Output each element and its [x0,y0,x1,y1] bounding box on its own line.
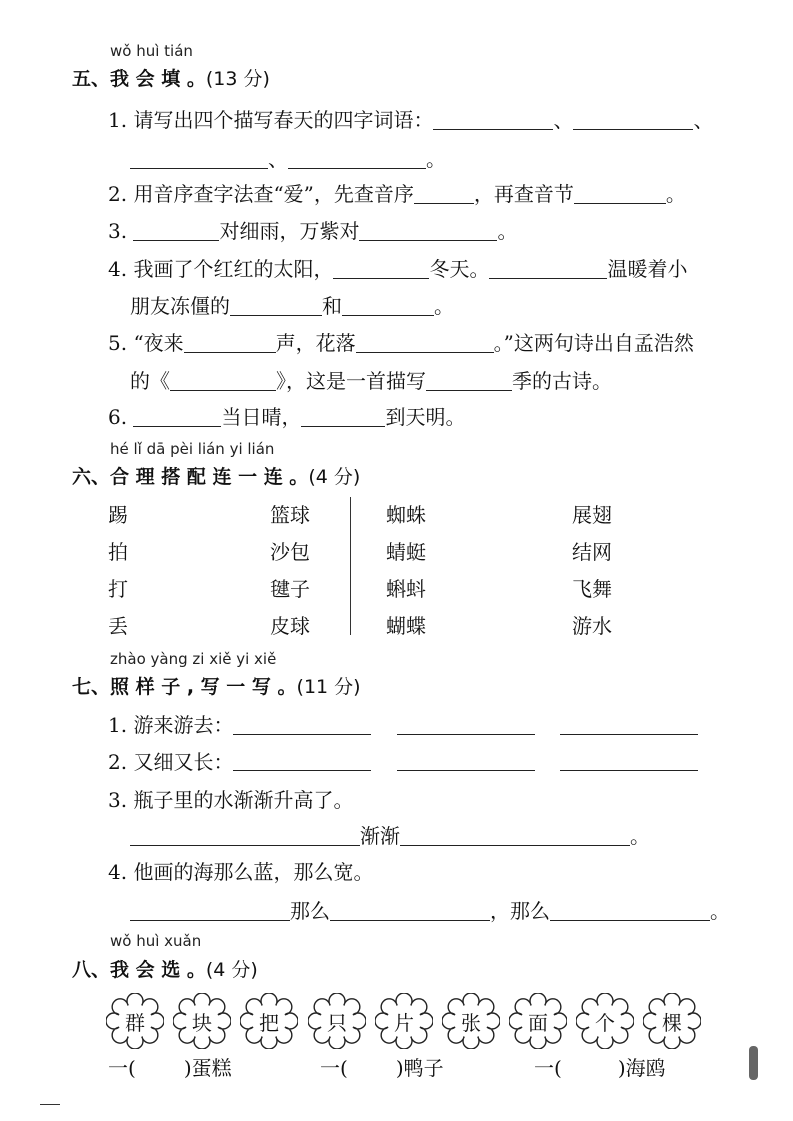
measure-word: 把 [259,1011,279,1035]
measure-word: 片 [394,1011,414,1035]
measure-word-flower[interactable] [106,993,164,1049]
section6-title [72,462,360,489]
match-right-action[interactable]: 展翅 [572,503,612,527]
s5-q5-line2 [130,365,612,394]
answer-blank[interactable] [356,351,494,353]
match-left-verb[interactable]: 踢 [108,503,128,527]
answer-blank[interactable] [170,389,276,391]
measure-word-flower[interactable] [240,993,298,1049]
s5-q4-text: 4. 我画了个红红的太阳， [108,257,334,281]
s8-item2-suffix: )鸭子 [395,1056,444,1080]
match-left-object[interactable]: 毽子 [270,577,310,601]
s5-q1-text: 1. 请写出四个描写春天的四字词语： [108,108,434,132]
period: 。 [665,182,686,206]
answer-line[interactable] [233,734,371,735]
s8-item2 [320,1052,444,1081]
match-right-action[interactable]: 飞舞 [572,577,612,601]
section7-title [72,672,361,699]
separator: 、 [553,108,574,132]
s5-q5-text4: 的《 [130,369,170,393]
s5-q5-text2: 声，花落 [275,331,356,355]
s7-q2-label: 2. 又细又长： [108,750,234,774]
s5-q5-text6: 季的古诗。 [512,369,612,393]
match-right-animal[interactable]: 蜻蜓 [386,540,426,564]
measure-word-flower[interactable] [643,993,701,1049]
answer-blank[interactable] [130,167,268,169]
section7-pinyin: zhào yàng zi xiě yi xiě [110,650,277,668]
answer-blank[interactable] [330,919,490,921]
answer-blank[interactable] [574,202,666,204]
s7-q3-answer [130,820,650,849]
s7-q4-example: 4. 他画的海那么蓝，那么宽。 [108,860,374,884]
period: 。 [710,899,730,923]
measure-word: 面 [528,1011,548,1035]
s7-q3-keyword: 渐渐 [360,824,400,848]
section6-pinyin: hé lǐ dā pèi lián yi lián [110,440,275,458]
s5-q2-text2: ，再查音节 [473,182,574,206]
s5-q1-line2 [130,143,446,172]
answer-blank[interactable] [489,277,607,279]
s5-q2 [108,178,686,207]
s5-q3-text: 对细雨，万紫对 [219,219,360,243]
match-left-verb[interactable]: 拍 [108,540,128,564]
s5-q1-line1 [108,104,713,133]
s8-item1-suffix: )蛋糕 [183,1056,232,1080]
measure-word-flower[interactable] [375,993,433,1049]
section8-pinyin: wǒ huì xuǎn [110,932,202,950]
s5-q3-number: 3. [108,219,128,243]
answer-line[interactable] [233,770,371,771]
s8-item3 [534,1052,666,1081]
section5-title [72,64,270,91]
match-left-verb[interactable]: 打 [108,577,128,601]
measure-word-flower[interactable] [509,993,567,1049]
match-left-object[interactable]: 篮球 [270,503,310,527]
section6-points: (4 分) [308,466,361,488]
answer-blank[interactable] [288,167,426,169]
answer-blank[interactable] [414,202,474,204]
s5-q6-number: 6. [108,405,128,429]
answer-blank[interactable] [433,128,553,130]
s8-item1 [108,1052,232,1081]
match-right-animal[interactable]: 蝴蝶 [386,614,426,638]
answer-blank[interactable] [359,239,497,241]
match-right-animal[interactable]: 蝌蚪 [386,577,426,601]
s5-q6-text2: 到天明。 [385,405,466,429]
match-left-object[interactable]: 皮球 [270,614,310,638]
match-left-object[interactable]: 沙包 [270,540,310,564]
section5-pinyin: wǒ huì tián [110,42,193,60]
s5-q4-text5: 和 [322,294,342,318]
answer-line[interactable] [560,770,698,771]
period: 。 [434,294,454,318]
s5-q4-text4: 朋友冻僵的 [130,294,230,318]
s5-q4-text2: 冬天。 [429,257,490,281]
column-divider [350,497,351,635]
separator: 、 [693,108,714,132]
answer-blank[interactable] [230,314,322,316]
match-right-action[interactable]: 结网 [572,540,612,564]
page-corner-mark [40,1104,60,1105]
s5-q2-text: 2. 用音序查字法查“爱”，先查音序 [108,182,414,206]
s8-item1-prefix: 一( [108,1056,136,1080]
s5-q4-text3: 温暖着小 [607,257,688,281]
answer-line[interactable] [397,770,535,771]
match-right-animal[interactable]: 蜘蛛 [386,503,426,527]
answer-blank[interactable] [130,844,360,846]
answer-blank[interactable] [133,239,219,241]
section6-title-text: 六、合 理 搭 配 连 一 连 。 [72,466,309,488]
match-right-action[interactable]: 游水 [572,614,612,638]
s7-q1-label: 1. 游来游去： [108,713,234,737]
s5-q6-text: 当日晴， [221,405,302,429]
measure-word-flower[interactable] [442,993,500,1049]
section5-title-text: 五、我 会 填 。 [72,68,206,90]
answer-blank[interactable] [550,919,710,921]
measure-word: 只 [327,1011,347,1035]
answer-blank[interactable] [400,844,630,846]
answer-blank[interactable] [426,389,512,391]
measure-word: 张 [461,1011,481,1035]
period: 。 [630,824,650,848]
answer-blank[interactable] [130,919,290,921]
answer-blank[interactable] [573,128,693,130]
s7-q4-keyword2: ，那么 [490,899,550,923]
section7-title-text: 七、照 样 子 , 写 一 写 。 [72,676,297,698]
s5-q4-line1 [108,253,687,282]
measure-word: 群 [125,1011,145,1035]
s7-q3-example: 3. 瓶子里的水渐渐升高了。 [108,788,354,812]
measure-word-flower[interactable] [173,993,231,1049]
period: 。 [497,219,518,243]
s5-q5-text: 5. “夜来 [108,331,184,355]
s8-item3-prefix: 一( [534,1056,562,1080]
s7-q4-keyword: 那么 [290,899,330,923]
s5-q4-line2 [130,290,454,319]
s5-q3 [108,215,517,244]
s8-item3-suffix: )海鸥 [617,1056,666,1080]
measure-word: 块 [192,1011,212,1035]
section8-points: (4 分) [205,959,258,981]
answer-line[interactable] [397,734,535,735]
answer-blank[interactable] [133,425,221,427]
measure-word: 棵 [662,1011,682,1035]
s5-q5-text5: 》，这是一首描写 [276,369,426,393]
answer-blank[interactable] [333,277,429,279]
answer-blank[interactable] [301,425,385,427]
s5-q5-text3: 。”这两句诗出自孟浩然 [493,331,694,355]
section8-title [72,955,258,982]
measure-word-flower[interactable] [576,993,634,1049]
s5-q6 [108,401,465,430]
section8-title-text: 八、我 会 选 。 [72,959,206,981]
s8-item2-prefix: 一( [320,1056,348,1080]
s5-q5-line1 [108,327,694,356]
separator: 、 [268,147,288,171]
section7-points: (11 分) [296,676,361,698]
answer-blank[interactable] [184,351,276,353]
measure-word: 个 [595,1011,615,1035]
period: 。 [426,147,446,171]
answer-blank[interactable] [342,314,434,316]
scrollbar-thumb[interactable] [749,1046,758,1080]
s7-q4-answer [130,895,730,924]
section5-points: (13 分) [205,68,270,90]
measure-word-flower[interactable] [308,993,366,1049]
match-left-verb[interactable]: 丢 [108,614,128,638]
answer-line[interactable] [560,734,698,735]
